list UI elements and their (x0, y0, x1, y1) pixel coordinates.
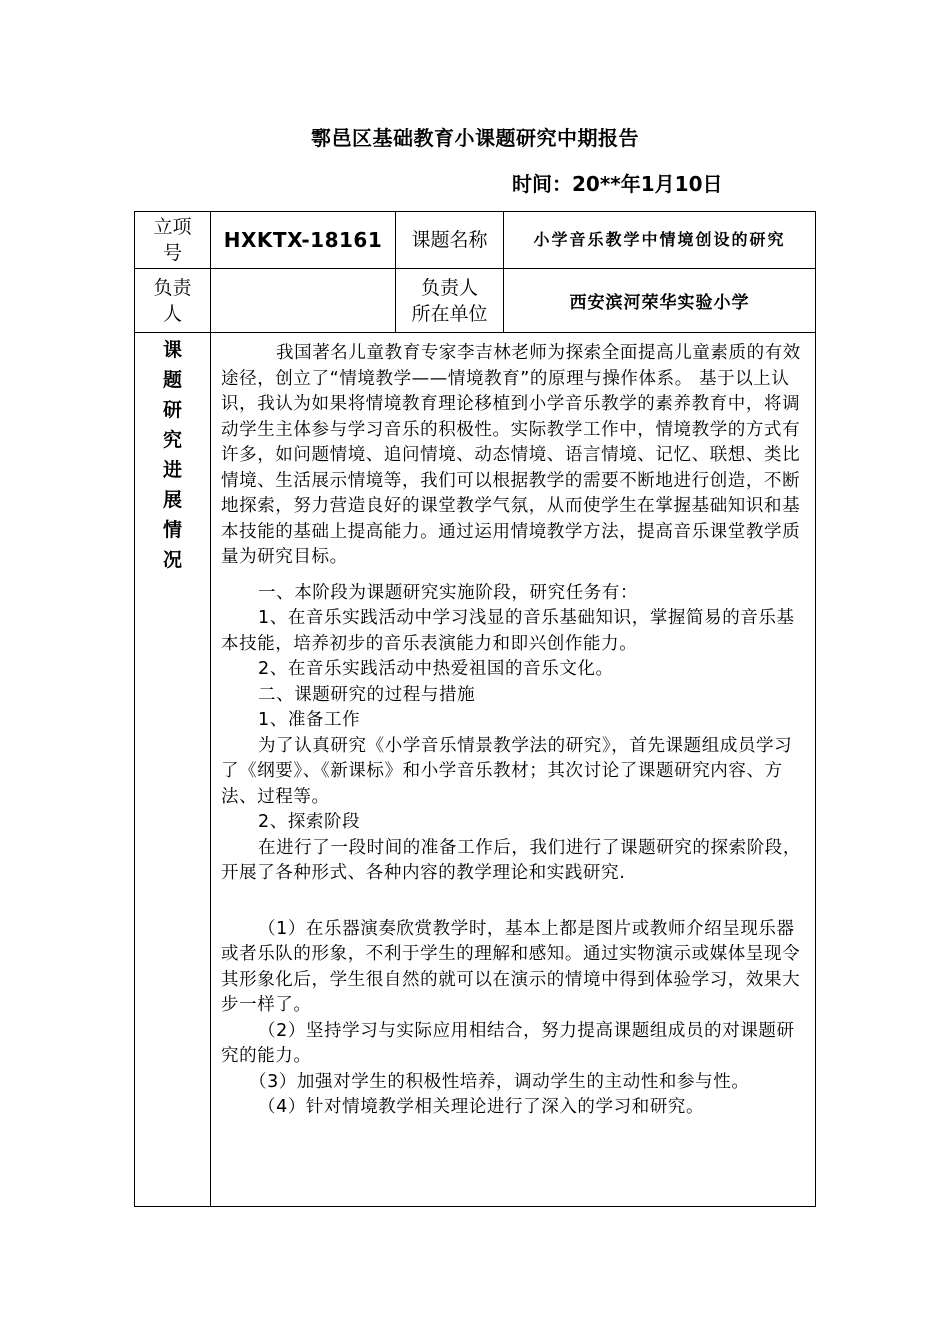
leader-value (211, 269, 396, 333)
report-table (134, 211, 816, 1207)
leader-label: 负责人 (135, 269, 211, 333)
paragraph-explore-heading: 2、探索阶段 (258, 812, 361, 832)
document-title: 鄠邑区基础教育小课题研究中期报告 (311, 126, 639, 150)
paragraph-intro: 我国著名儿童教育专家李吉林老师为探索全面提高儿童素质的有效途径，创立了“情境教学——情境教育”的原理与操作体系。 基于以上认识，我认为如果将情境教育理论移植到小学音乐教学的素养教育中，将调动学生主体参与学习音乐的积极性。实际教学工作中，情境教学的方式有许多，如问题情境、追问情境、动态情境、语言情境、记忆、联想、类比情境、生活展示情境等，我们可以根据教学的需要不断地进行创造，不断地探索，努力营造良好的课堂教学气氛，从而使学生在掌握基础知识和基本技能的基础上提高能力。通过运用情境教学方法，提高音乐课堂教学质量为研究目标。 (221, 343, 801, 567)
topic-label: 课题名称 (396, 212, 504, 269)
progress-label: 课 题 研 究 进 展 情 况 (135, 333, 211, 1207)
project-no-label: 立项号 (135, 212, 211, 269)
unit-value: 西安滨河荣华实验小学 (504, 269, 816, 333)
paragraph-prep: 为了认真研究《小学音乐情景教学法的研究》，首先课题组成员学习了《纲要》、《新课标》和小学音乐教材；其次讨论了课题研究内容、方法、过程等。 (221, 735, 793, 807)
row-project (135, 212, 816, 269)
paragraph-prep-heading: 1、准备工作 (258, 710, 361, 730)
paragraph-measure-1: （1）在乐器演奏欣赏教学时，基本上都是图片或教师介绍呈现乐器或者乐队的形象，不利于学生的理解和感知。通过实物演示或媒体呈现令其形象化后，学生很自然的就可以在演示的情境中得到体验学习，效果大步一样了。 (221, 918, 801, 1015)
row-progress (135, 333, 816, 1207)
paragraph-task-2: 2、在音乐实践活动中热爱祖国的音乐文化。 (258, 659, 614, 679)
report-date: 时间：20**年1月10日 (512, 172, 723, 196)
project-no-value: HXKTX-18161 (211, 212, 396, 269)
topic-value: 小学音乐教学中情境创设的研究 (504, 212, 816, 269)
paragraph-process-heading: 二、课题研究的过程与措施 (258, 684, 476, 705)
progress-content (211, 333, 816, 1207)
unit-label: 负责人 所在单位 (396, 269, 504, 333)
paragraph-task-1: 1、在音乐实践活动中学习浅显的音乐基础知识，掌握简易的音乐基本技能，培养初步的音乐表演能力和即兴创作能力。 (221, 608, 795, 654)
paragraph-explore: 在进行了一段时间的准备工作后，我们进行了课题研究的探索阶段，开展了各种形式、各种内容的教学理论和实践研究. (221, 837, 801, 883)
paragraph-stage: 一、本阶段为课题研究实施阶段，研究任务有： (258, 582, 639, 603)
paragraph-measure-4: （4）针对情境教学相关理论进行了深入的学习和研究。 (258, 1097, 705, 1117)
paragraph-measure-2: （2）坚持学习与实际应用相结合，努力提高课题组成员的对课题研究的能力。 (221, 1020, 795, 1066)
paragraph-measure-3: （3）加强对学生的积极性培养，调动学生的主动性和参与性。 (249, 1071, 750, 1092)
row-leader (135, 269, 816, 333)
